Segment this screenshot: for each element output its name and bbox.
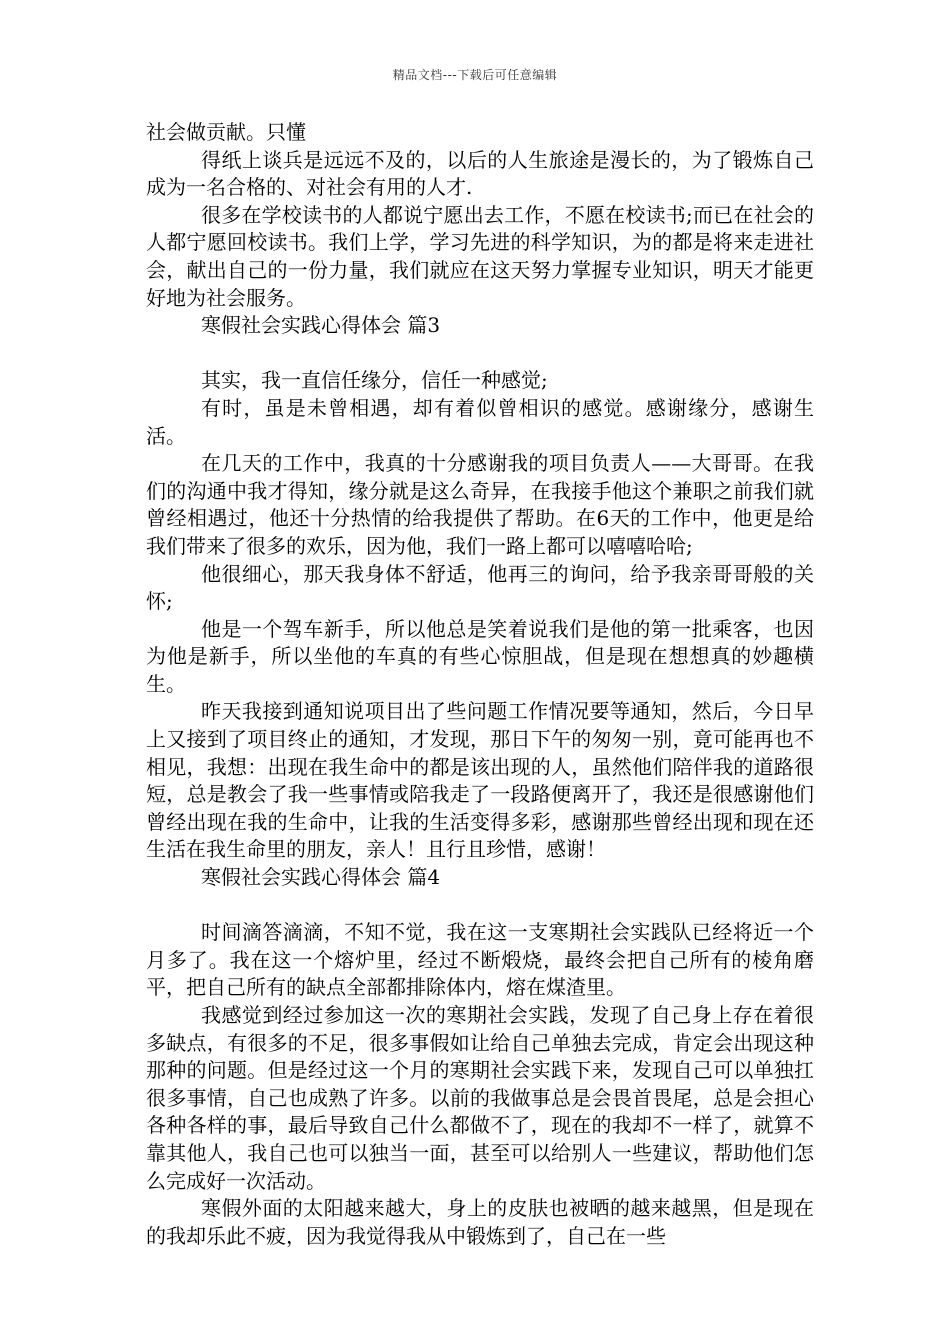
paragraph: 其实，我一直信任缘分，信任一种感觉; [201,368,548,393]
paragraph: 时间滴答滴滴，不知不觉，我在这一支寒期社会实践队已经将近一个月多了。我在这一个熔炉里，经过不断煅烧，最终会把自己所有的棱角磨平，把自己所有的缺点全部都排除体内，熔在煤渣里。 [146,920,814,1000]
blank-line [146,892,814,920]
paragraph: 昨天我接到通知说项目出了些问题工作情况要等通知，然后，今日早上又接到了项目终止的通知，才发现，那日下午的匆匆一别，竟可能再也不相见，我想：出现在我生命中的都是该出现的人，虽然他们陪伴我的道路很短，总是教会了我一些事情或陪我走了一段路便离开了，我还是很感谢他们曾经出现在我的生命中，让我的生活变得多彩，感谢那些曾经出现和现在还生活在我生命里的朋友，亲人！且行且珍惜，感谢！ [146,699,814,862]
paragraph: 在几天的工作中，我真的十分感谢我的项目负责人——大哥哥。在我们的沟通中我才得知，缘分就是这么奇异，在我接手他这个兼职之前我们就曾经相遇过，他还十分热情的给我提供了帮助。在6天的工作中，他更是给我们带来了很多的欢乐，因为他，我们一路上都可以嘻嘻哈哈; [146,451,814,558]
paragraph: 我感觉到经过参加这一次的寒期社会实践，发现了自己身上存在着很多缺点，有很多的不足，很多事假如让给自己单独去完成，肯定会出现这种那种的问题。但是经过这一个月的寒期社会实践下来，发现自己可以单独扛很多事情，自己也成熟了许多。以前的我做事总是会畏首畏尾，总是会担心各种各样的事，最后导致自己什么都做不了，现在的我却不一样了，就算不靠其他人，我自己也可以独当一面，甚至可以给别人一些建议，帮助他们怎么完成好一次活动。 [146,1003,814,1193]
paragraph: 得纸上谈兵是远远不及的，以后的人生旅途是漫长的，为了锻炼自己成为一名合格的、对社会有用的人才. [146,147,814,200]
paragraph: 有时，虽是未曾相遇，却有着似曾相识的感觉。感谢缘分，感谢生活。 [146,395,814,448]
paragraph: 寒假外面的太阳越来越大，身上的皮肤也被晒的越来越黑，但是现在的我却乐此不疲，因为我觉得我从中锻炼到了，自己在一些 [146,1196,814,1248]
section-heading: 寒假社会实践心得体会 篇3 [201,313,441,338]
section-heading: 寒假社会实践心得体会 篇4 [201,865,441,890]
document-body [146,119,814,1250]
blank-line [146,340,814,368]
paragraph: 很多在学校读书的人都说宁愿出去工作，不愿在校读书;而已在社会的人都宁愿回校读书。我们上学，学习先进的科学知识，为的都是将来走进社会，献出自己的一份力量，我们就应在这天努力掌握专业知识，明天才能更好地为社会服务。 [146,202,814,310]
page-header: 精品文档---下载后可任意编辑 [392,68,558,82]
paragraph: 他是一个驾车新手，所以他总是笑着说我们是他的第一批乘客，也因为他是新手，所以坐他的车真的有些心惊胆战，但是现在想想真的妙趣横生。 [146,616,814,696]
paragraph: 社会做贡献。只懂 [146,120,306,144]
paragraph: 他很细心，那天我身体不舒适，他再三的询问，给予我亲哥哥般的关怀; [146,561,814,614]
